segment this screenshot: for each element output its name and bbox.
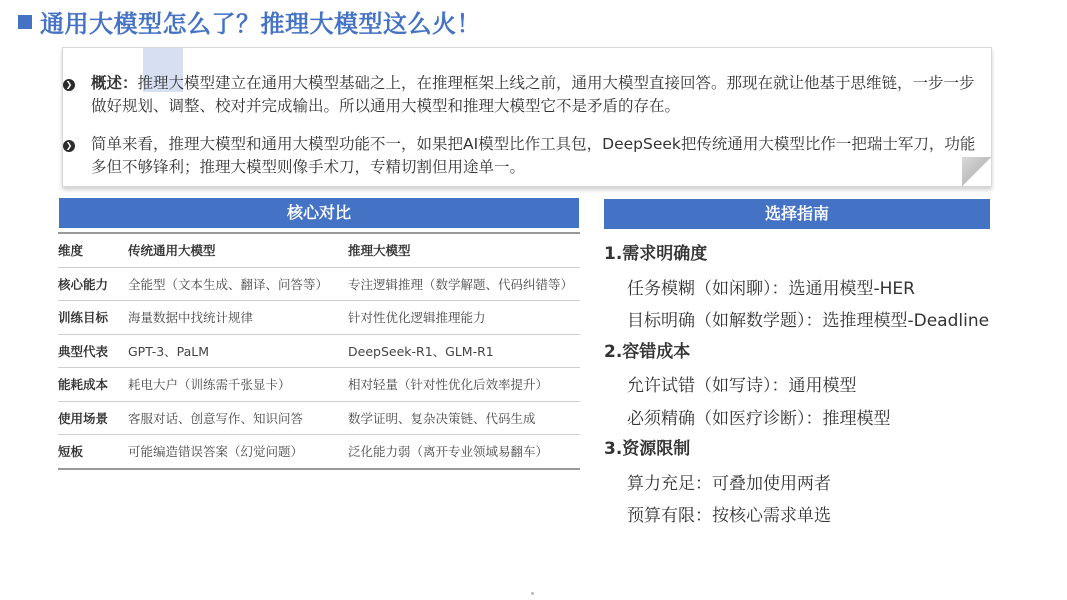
circle-chevron-right-icon: ❯	[63, 79, 75, 91]
comparison-table	[58, 232, 580, 470]
cell-general: 耗电大户（训练需千张显卡）	[128, 368, 348, 402]
table-row	[58, 435, 580, 469]
table-row	[58, 401, 580, 435]
selection-guide	[604, 240, 1044, 533]
title-text: 通用大模型怎么了？推理大模型这么火！	[40, 9, 481, 38]
cell-general: GPT-3、PaLM	[128, 334, 348, 368]
summary-label: 概述：	[91, 74, 138, 92]
guide-heading: 3.资源限制	[604, 439, 691, 459]
summary-text-2: 简单来看，推理大模型和通用大模型功能不一，如果把AI模型比作工具包，DeepSeek把传统通用大模型比作一把瑞士军刀，功能多但不够锋利；推理大模型则像手术刀，专精切割但用途单一。	[91, 135, 976, 176]
cell-reasoning: DeepSeek-R1、GLM-R1	[348, 334, 580, 368]
page-curl-corner	[962, 157, 992, 187]
guide-header: 选择指南	[604, 199, 990, 229]
table-header-row	[58, 233, 580, 267]
column-header: 传统通用大模型	[128, 233, 348, 267]
cell-reasoning: 相对轻量（针对性优化后效率提升）	[348, 368, 580, 402]
cell-reasoning: 泛化能力弱（离开专业领域易翻车）	[348, 435, 580, 469]
row-key: 短板	[58, 435, 128, 469]
row-key: 能耗成本	[58, 368, 128, 402]
table-row	[58, 334, 580, 368]
table-row	[58, 301, 580, 335]
circle-chevron-right-icon: ❯	[63, 140, 75, 152]
column-header: 维度	[58, 233, 128, 267]
summary-text-1: 推理大模型建立在通用大模型基础之上，在推理框架上线之前，通用大模型直接回答。那现在就让他基于思维链，一步一步做好规划、调整、校对并完成输出。所以通用大模型和推理大模型它不是矛盾的存在。	[91, 74, 975, 115]
comparison-header: 核心对比	[59, 198, 579, 228]
guide-item: 必须精确（如医疗诊断）：推理模型	[627, 408, 891, 429]
guide-heading: 1.需求明确度	[604, 244, 708, 264]
row-key: 核心能力	[58, 267, 128, 301]
cell-general: 客服对话、创意写作、知识问答	[128, 401, 348, 435]
cell-general: 可能编造错误答案（幻觉问题）	[128, 435, 348, 469]
row-key: 训练目标	[58, 301, 128, 335]
cell-general: 海量数据中找统计规律	[128, 301, 348, 335]
guide-item: 算力充足：可叠加使用两者	[627, 473, 831, 494]
guide-item: 任务模糊（如闲聊）：选通用模型-HER	[627, 278, 915, 299]
cell-reasoning: 专注逻辑推理（数学解题、代码纠错等）	[348, 267, 580, 301]
cell-reasoning: 针对性优化逻辑推理能力	[348, 301, 580, 335]
guide-item: 预算有限：按核心需求单选	[627, 506, 831, 526]
column-header: 推理大模型	[348, 233, 580, 267]
table-row	[58, 267, 580, 301]
row-key: 典型代表	[58, 334, 128, 368]
square-bullet-icon	[18, 15, 32, 29]
table-row	[58, 368, 580, 402]
cell-general: 全能型（文本生成、翻译、问答等）	[128, 267, 348, 301]
summary-card	[62, 47, 992, 187]
guide-item: 目标明确（如解数学题）：选推理模型-Deadline	[627, 311, 990, 331]
page-dot	[531, 592, 534, 595]
guide-item: 允许试错（如写诗）：通用模型	[627, 376, 857, 396]
cell-reasoning: 数学证明、复杂决策链、代码生成	[348, 401, 580, 435]
row-key: 使用场景	[58, 401, 128, 435]
guide-heading: 2.容错成本	[604, 341, 691, 362]
slide-title	[18, 4, 481, 38]
